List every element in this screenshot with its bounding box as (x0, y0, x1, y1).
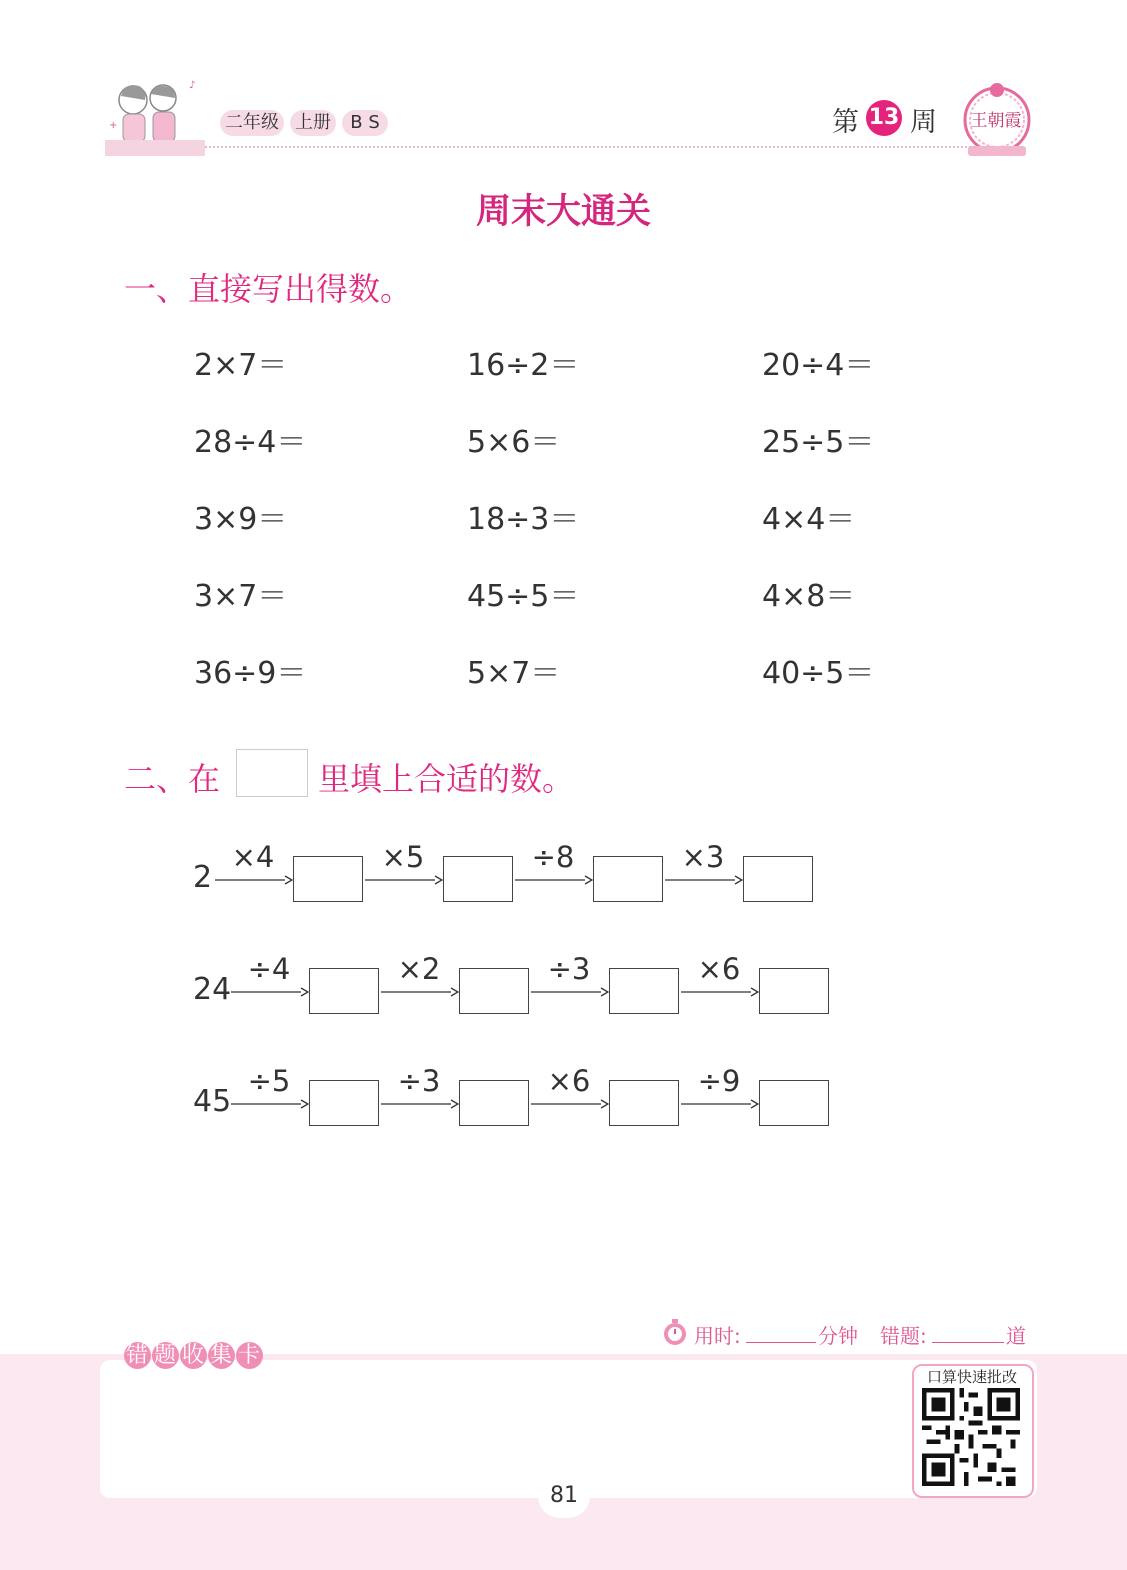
problem-r5c3: 40÷5＝ (762, 656, 875, 691)
svg-text:+: + (109, 120, 118, 131)
card-title-char: 错 (125, 1343, 149, 1368)
chain1-answer-box-4[interactable] (743, 856, 813, 902)
grade-tag: 二年级 (220, 110, 284, 136)
arrow-icon (663, 872, 743, 888)
arrow-icon (679, 1096, 759, 1112)
card-title (124, 1342, 264, 1370)
arrow-icon (529, 984, 609, 1000)
arrow-icon (513, 872, 593, 888)
arrow-icon (363, 872, 443, 888)
chain3-answer-box-3[interactable] (609, 1080, 679, 1126)
errors-blank[interactable] (932, 1342, 1004, 1343)
chain2-answer-box-1[interactable] (309, 968, 379, 1014)
chain2-answer-box-4[interactable] (759, 968, 829, 1014)
chain1-op1: ×4 (231, 840, 275, 874)
edition-tag: B S (342, 110, 388, 136)
chain2-start: 24 (193, 972, 232, 1007)
header-divider (205, 146, 975, 148)
arrow-icon (229, 984, 309, 1000)
errors-unit: 道 (1006, 1324, 1026, 1348)
chain3-op1: ÷5 (247, 1064, 291, 1098)
problem-r5c1: 36÷9＝ (194, 656, 307, 691)
chain1-answer-box-3[interactable] (593, 856, 663, 902)
volume-tag: 上册 (290, 110, 336, 136)
chain2-answer-box-2[interactable] (459, 968, 529, 1014)
chain2-op3: ÷3 (547, 952, 591, 986)
problem-r4c1: 3×7＝ (194, 579, 288, 614)
card-title-char: 题 (153, 1343, 177, 1368)
arrow-icon (379, 984, 459, 1000)
chain2-op2: ×2 (397, 952, 441, 986)
errors-label: 错题: (880, 1324, 927, 1348)
time-label: 用时: (694, 1324, 741, 1348)
children-illustration (105, 70, 205, 156)
arrow-icon (229, 1096, 309, 1112)
chain2-op1: ÷4 (247, 952, 291, 986)
qr-label: 口算快速批改 (926, 1368, 1017, 1386)
chain1-answer-box-1[interactable] (293, 856, 363, 902)
chain3-op3: ×6 (547, 1064, 591, 1098)
week-prefix: 第 (832, 107, 859, 138)
chain1-op3: ÷8 (531, 840, 575, 874)
page-title: 周末大通关 (475, 192, 651, 232)
stopwatch-icon (662, 1318, 688, 1346)
problem-r4c2: 45÷5＝ (467, 579, 580, 614)
chain3-op4: ÷9 (697, 1064, 741, 1098)
problem-r5c2: 5×7＝ (467, 656, 561, 691)
chain2-op4: ×6 (697, 952, 741, 986)
problem-r4c3: 4×8＝ (762, 579, 856, 614)
problem-r2c2: 5×6＝ (467, 425, 561, 460)
chain3-start: 45 (193, 1084, 232, 1119)
problem-r1c1: 2×7＝ (194, 348, 288, 383)
title-example-box (236, 749, 308, 797)
card-title-char: 收 (181, 1343, 205, 1368)
section2-title-prefix: 二、在 (124, 760, 221, 798)
svg-text:♪: ♪ (189, 80, 196, 91)
section1-title: 一、直接写出得数。 (124, 270, 413, 308)
chain3-op2: ÷3 (397, 1064, 441, 1098)
arrow-icon (529, 1096, 609, 1112)
time-blank[interactable] (746, 1342, 816, 1343)
arrow-icon (379, 1096, 459, 1112)
arrow-icon (213, 872, 293, 888)
brand-name: 王朝霞 (970, 111, 1022, 131)
chain3-answer-box-1[interactable] (309, 1080, 379, 1126)
problem-r1c2: 16÷2＝ (467, 348, 580, 383)
problem-r3c3: 4×4＝ (762, 502, 856, 537)
problem-r1c3: 20÷4＝ (762, 348, 875, 383)
problem-r2c1: 28÷4＝ (194, 425, 307, 460)
chain3-answer-box-2[interactable] (459, 1080, 529, 1126)
chain1-start: 2 (193, 860, 213, 895)
card-title-char: 集 (209, 1343, 233, 1368)
arrow-icon (679, 984, 759, 1000)
problem-r3c2: 18÷3＝ (467, 502, 580, 537)
chain2-answer-box-3[interactable] (609, 968, 679, 1014)
chain1-op4: ×3 (681, 840, 725, 874)
section2-title-suffix: 里填上合适的数。 (318, 760, 575, 798)
qr-code-icon[interactable] (922, 1388, 1020, 1486)
time-unit: 分钟 (818, 1324, 858, 1348)
chain1-answer-box-2[interactable] (443, 856, 513, 902)
week-number-badge: 13 (866, 100, 902, 136)
page-number: 81 (538, 1474, 590, 1518)
card-title-char: 卡 (237, 1343, 261, 1368)
week-suffix: 周 (910, 107, 937, 138)
problem-r2c3: 25÷5＝ (762, 425, 875, 460)
problem-r3c1: 3×9＝ (194, 502, 288, 537)
chain3-answer-box-4[interactable] (759, 1080, 829, 1126)
chain1-op2: ×5 (381, 840, 425, 874)
